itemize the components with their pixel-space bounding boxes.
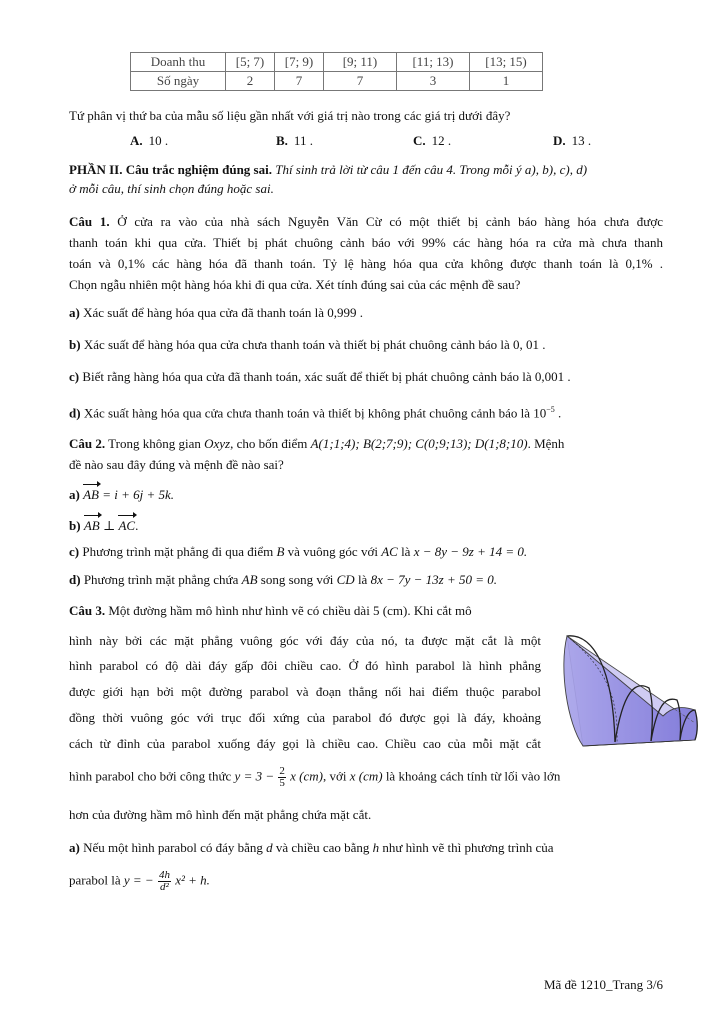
tunnel-body [564, 636, 697, 746]
table-cell: 1 [470, 72, 543, 91]
part2-instruction: ở mỗi câu, thí sinh chọn đúng hoặc sai. [69, 181, 274, 196]
table-cell: [11; 13) [397, 53, 470, 72]
question-text: Tứ phân vị thứ ba của mẫu số liệu gần nhất với giá trị nào trong các giá trị dưới đây? [69, 108, 511, 123]
q1-statement-b: b) Xác suất để hàng hóa qua cửa chưa thanh toán và thiết bị phát chuông cảnh báo là 0, 01 . [69, 337, 546, 352]
table-row [131, 72, 543, 91]
q1-line: toán và 0,1% các hàng hóa đã thanh toán. Tỷ lệ hàng hóa qua cửa không được thanh toán là 0,1% . [69, 256, 663, 271]
q3-label: Câu 3. [69, 603, 106, 618]
table-cell: [5; 7) [226, 53, 275, 72]
option-a: A. 10 . [130, 133, 169, 148]
q3-line: hơn của đường hầm mô hình đến mặt phẳng chứa mặt cắt. [69, 807, 372, 822]
option-b: B. 11 . [276, 133, 313, 148]
q2-statement-a: a) AB = i + 6j + 5k. [69, 487, 175, 502]
option-d: D. 13 . [553, 133, 592, 148]
q3-statement-a-cont: parabol là y = − $\frac{4h}{\text{d²}}$ x² + h. [69, 869, 210, 893]
q1-statement-a: a) Xác suất để hàng hóa qua cửa đã thanh toán là 0,999 . [69, 305, 364, 320]
page-footer: Mã đề 1210_Trang 3/6 [543, 977, 663, 992]
table-cell: [13; 15) [470, 53, 543, 72]
tunnel-figure [553, 628, 708, 750]
q3-statement-a: a) Nếu một hình parabol có đáy bằng d và chiều cao bằng h như hình vẽ thì phương trình của [69, 840, 554, 855]
q2-line: Câu 2. Trong không gian Oxyz, cho bốn điểm A(1;1;4); B(2;7;9); C(0;9;13); D(1;8;10). Mệnh [69, 436, 565, 451]
q1-statement-c: c) Biết rằng hàng hóa qua cửa đã thanh toán, xác suất để thiết bị phát chuông cảnh báo là 0,001 . [69, 369, 571, 384]
table-cell: [9; 11) [324, 53, 397, 72]
option-c: C. 12 . [413, 133, 452, 148]
part2-header: PHẦN II. Câu trắc nghiệm đúng sai. Thí sinh trả lời từ câu 1 đến câu 4. Trong mỗi ý a), b), c), d) [69, 162, 588, 177]
q2-statement-d: d) Phương trình mặt phẳng chứa AB song song với CD là 8x − 7y − 13z + 50 = 0. [69, 572, 498, 587]
q1-label: Câu 1. [69, 214, 110, 229]
q1-line: Chọn ngẫu nhiên một hàng hóa khi đi qua cửa. Xét tính đúng sai của các mệnh đề sau? [69, 277, 521, 292]
q2-label: Câu 2. [69, 436, 106, 451]
q1-line: Câu 1. Ở cửa ra vào của nhà sách Nguyễn Văn Cừ có một thiết bị cảnh báo hàng hóa chưa được [69, 214, 663, 229]
q1-line: thanh toán khi qua cửa. Thiết bị phát chuông cảnh báo với 99% các hàng hóa ra cửa mà chưa thanh [69, 235, 663, 250]
table-cell: 3 [397, 72, 470, 91]
table-cell: [7; 9) [275, 53, 324, 72]
q3-line: hình này bởi các mặt phẳng vuông góc với đáy của nó, ta được mặt cắt là một [69, 633, 541, 648]
q3-line: hình parabol có độ dài đáy gấp đôi chiều cao. Ở đó hình parabol là hình phẳng [69, 658, 541, 673]
fraction: $\frac{4h}{\text{d²}}$ [158, 869, 170, 893]
table-header-revenue: Doanh thu [131, 53, 226, 72]
fraction: $\frac{2}{5}$ [279, 765, 285, 789]
q3-formula-line: hình parabol cho bởi công thức y = 3 − $\frac{2}{5}$ x (cm), với x (cm) là khoảng cách tính từ lối vào lớn [69, 765, 561, 789]
q3-line: Câu 3. Một đường hầm mô hình như hình vẽ có chiều dài 5 (cm). Khi cắt mô [69, 603, 472, 618]
table-row [131, 53, 543, 72]
table-cell: 2 [226, 72, 275, 91]
q3-line: được giới hạn bởi một đường parabol và đoạn thẳng nối hai điểm thuộc parabol [69, 684, 541, 699]
q3-line: đồng thời vuông góc với trục đối xứng của parabol đó được gọi là đáy, khoảng [69, 710, 541, 725]
q1-statement-d: d) Xác suất hàng hóa qua cửa chưa thanh toán và thiết bị không phát chuông cảnh báo là $10^{-5}$ . [69, 405, 562, 421]
table-header-days: Số ngày [131, 72, 226, 91]
q2-statement-c: c) Phương trình mặt phẳng đi qua điểm B và vuông góc với AC là x − 8y − 9z + 14 = 0. [69, 544, 528, 559]
q2-line: đề nào sau đây đúng và mệnh đề nào sai? [69, 457, 284, 472]
table-cell: 7 [275, 72, 324, 91]
q3-line: cách từ đỉnh của parabol xuống đáy gọi là chiều cao. Chiều cao của mỗi mặt cắt [69, 736, 541, 751]
table-cell: 7 [324, 72, 397, 91]
q2-statement-b: b) AB ⊥ AC. [69, 518, 139, 533]
frequency-table [130, 52, 543, 91]
